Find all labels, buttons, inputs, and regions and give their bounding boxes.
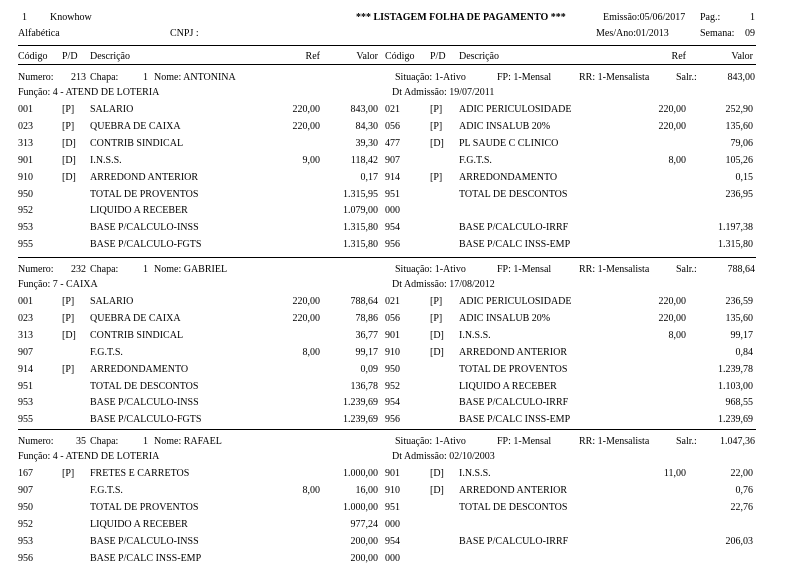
item-value: 1.197,38 — [718, 222, 753, 234]
item-type: [P] — [62, 312, 75, 324]
col-pd-left: P/D — [62, 51, 78, 62]
item-value: 99,17 — [730, 329, 753, 341]
item-description: ARREDOND ANTERIOR — [459, 484, 568, 496]
employee-number: 232 — [71, 264, 86, 275]
employee-name: Nome: RAFAEL — [154, 436, 222, 447]
salary-value: 843,00 — [727, 72, 755, 83]
item-value: 252,90 — [725, 104, 753, 115]
item-code: 956 — [385, 239, 400, 251]
item-type: [P] — [62, 468, 75, 479]
item-code: 907 — [385, 154, 400, 166]
item-ref: 220,00 — [292, 296, 320, 307]
item-ref: 220,00 — [292, 104, 320, 115]
item-code: 167 — [18, 468, 33, 479]
item-description: ARREDONDAMENTO — [459, 171, 558, 183]
item-ref: 220,00 — [658, 104, 686, 115]
employee-status: Situação: 1-Ativo — [395, 264, 466, 275]
col-descricao-left: Descrição — [90, 51, 130, 62]
employee-status: Situação: 1-Ativo — [395, 436, 466, 447]
payment-form: FP: 1-Mensal — [497, 264, 552, 275]
item-type: [P] — [62, 104, 75, 115]
item-value: 135,60 — [725, 312, 753, 324]
item-code: 313 — [18, 137, 33, 149]
report-title: *** LISTAGEM FOLHA DE PAGAMENTO *** — [356, 12, 566, 23]
item-value: 79,06 — [730, 137, 753, 149]
item-code: 001 — [18, 296, 33, 307]
item-type: [D] — [62, 154, 76, 166]
item-code: 956 — [18, 552, 33, 564]
col-codigo-right: Código — [385, 51, 415, 62]
item-description: ADIC PERICULOSIDADE — [459, 104, 572, 115]
col-valor-left: Valor — [356, 51, 378, 62]
item-description: I.N.S.S. — [459, 329, 491, 341]
item-code: 907 — [18, 346, 33, 358]
item-code: 901 — [18, 154, 33, 166]
report-page-label: 1 — [22, 12, 27, 23]
sort-order: Alfabética — [18, 28, 60, 39]
item-code: 914 — [385, 171, 400, 183]
employee-number-label: Numero: — [18, 72, 54, 83]
item-code: 056 — [385, 120, 400, 132]
item-description: TOTAL DE PROVENTOS — [90, 188, 199, 200]
item-value: 788,64 — [350, 296, 378, 307]
item-ref: 8,00 — [302, 484, 320, 496]
week-number: 09 — [745, 28, 755, 39]
employee-status: Situação: 1-Ativo — [395, 72, 466, 83]
divider — [18, 45, 756, 46]
item-type: [P] — [430, 171, 443, 183]
item-type: [P] — [62, 363, 75, 375]
item-description: TOTAL DE DESCONTOS — [459, 188, 568, 200]
item-type: [D] — [62, 171, 76, 183]
item-code: 955 — [18, 414, 33, 426]
page-label: Pag.: — [700, 12, 721, 23]
item-description: QUEBRA DE CAIXA — [90, 120, 181, 132]
item-value: 105,26 — [725, 154, 753, 166]
item-ref: 220,00 — [292, 312, 320, 324]
item-description: BASE P/CALCULO-FGTS — [90, 414, 202, 426]
item-value: 200,00 — [350, 552, 378, 564]
employee-number-label: Numero: — [18, 436, 54, 447]
item-code: 056 — [385, 312, 400, 324]
item-value: 1.315,95 — [343, 188, 378, 200]
item-type: [D] — [430, 137, 444, 149]
col-valor-right: Valor — [731, 51, 753, 62]
item-code: 952 — [18, 518, 33, 530]
divider — [18, 64, 756, 65]
item-code: 023 — [18, 120, 33, 132]
payment-form: FP: 1-Mensal — [497, 436, 552, 447]
regime: RR: 1-Mensalista — [579, 72, 650, 83]
item-type: [D] — [430, 484, 444, 496]
item-value: 1.239,69 — [343, 397, 378, 409]
item-value: 200,00 — [350, 535, 378, 547]
item-description: CONTRIB SINDICAL — [90, 329, 184, 341]
item-type: [P] — [430, 312, 443, 324]
item-type: [D] — [430, 329, 444, 341]
item-value: 1.079,00 — [343, 205, 378, 217]
employee-number: 35 — [76, 436, 86, 447]
chapa-label: Chapa: — [90, 264, 119, 275]
item-value: 84,30 — [355, 120, 378, 132]
salary-label: Salr.: — [676, 264, 697, 275]
item-code: 001 — [18, 104, 33, 115]
item-value: 22,00 — [730, 468, 753, 479]
week-label: Semana: — [700, 28, 735, 39]
item-code: 021 — [385, 296, 400, 307]
item-description: BASE P/CALC INSS-EMP — [459, 239, 571, 251]
item-description: ARREDOND ANTERIOR — [459, 346, 568, 358]
item-description: I.N.S.S. — [90, 154, 122, 166]
item-description: I.N.S.S. — [459, 468, 491, 479]
item-value: 1.000,00 — [343, 468, 378, 479]
item-value: 0,15 — [735, 171, 753, 183]
item-code: 951 — [385, 188, 400, 200]
item-value: 0,84 — [735, 346, 753, 358]
item-description: BASE P/CALCULO-IRRF — [459, 222, 569, 234]
col-descricao-right: Descrição — [459, 51, 499, 62]
col-ref-left: Ref — [305, 51, 320, 62]
item-code: 952 — [385, 380, 400, 392]
item-description: ARREDONDAMENTO — [90, 363, 189, 375]
item-code: 000 — [385, 518, 400, 530]
item-value: 0,76 — [735, 484, 753, 496]
item-code: 953 — [18, 397, 33, 409]
item-value: 977,24 — [350, 518, 378, 530]
item-description: F.G.T.S. — [459, 154, 492, 166]
item-code: 950 — [18, 188, 33, 200]
payment-form: FP: 1-Mensal — [497, 72, 552, 83]
item-value: 0,17 — [360, 171, 378, 183]
item-type: [D] — [430, 468, 444, 479]
item-description: ADIC PERICULOSIDADE — [459, 296, 572, 307]
item-description: BASE P/CALCULO-INSS — [90, 397, 199, 409]
item-code: 954 — [385, 222, 400, 234]
col-ref-right: Ref — [671, 51, 686, 62]
item-code: 951 — [385, 501, 400, 513]
item-ref: 8,00 — [302, 346, 320, 358]
employee-number-label: Numero: — [18, 264, 54, 275]
item-code: 023 — [18, 312, 33, 324]
item-value: 843,00 — [350, 104, 378, 115]
item-description: TOTAL DE PROVENTOS — [459, 363, 568, 375]
item-value: 136,78 — [350, 380, 378, 392]
col-pd-right: P/D — [430, 51, 446, 62]
item-value: 135,60 — [725, 120, 753, 132]
item-ref: 220,00 — [292, 120, 320, 132]
item-type: [P] — [62, 120, 75, 132]
item-description: LIQUIDO A RECEBER — [459, 380, 557, 392]
item-description: BASE P/CALC INSS-EMP — [459, 414, 571, 426]
chapa-value: 1 — [143, 72, 148, 83]
item-ref: 9,00 — [302, 154, 320, 166]
item-code: 910 — [385, 346, 400, 358]
item-value: 1.000,00 — [343, 501, 378, 513]
item-description: BASE P/CALCULO-IRRF — [459, 535, 569, 547]
item-value: 99,17 — [355, 346, 378, 358]
item-ref: 8,00 — [668, 154, 686, 166]
employee-name: Nome: GABRIEL — [154, 264, 228, 275]
month-year: Mes/Ano:01/2013 — [596, 28, 669, 39]
item-description: ARREDOND ANTERIOR — [90, 171, 199, 183]
item-value: 39,30 — [355, 137, 378, 149]
item-value: 968,55 — [725, 397, 753, 409]
chapa-label: Chapa: — [90, 72, 119, 83]
item-code: 954 — [385, 535, 400, 547]
item-type: [P] — [430, 120, 443, 132]
item-code: 910 — [18, 171, 33, 183]
item-value: 1.315,80 — [343, 239, 378, 251]
cnpj-label: CNPJ : — [170, 28, 199, 39]
item-type: [P] — [430, 104, 443, 115]
item-value: 0,09 — [360, 363, 378, 375]
item-description: BASE P/CALCULO-INSS — [90, 222, 199, 234]
item-description: ADIC INSALUB 20% — [459, 312, 551, 324]
item-ref: 220,00 — [658, 312, 686, 324]
item-value: 22,76 — [730, 501, 753, 513]
item-ref: 220,00 — [658, 296, 686, 307]
item-code: 951 — [18, 380, 33, 392]
item-code: 954 — [385, 397, 400, 409]
item-value: 78,86 — [355, 312, 378, 324]
employee-function: Função: 4 - ATEND DE LOTERIA — [18, 451, 160, 462]
item-code: 955 — [18, 239, 33, 251]
item-code: 952 — [18, 205, 33, 217]
item-description: SALARIO — [90, 104, 134, 115]
item-value: 118,42 — [350, 154, 378, 166]
item-code: 953 — [18, 535, 33, 547]
emission-date: Emissão:05/06/2017 — [603, 12, 686, 23]
chapa-value: 1 — [143, 264, 148, 275]
item-code: 914 — [18, 363, 33, 375]
item-value: 1.315,80 — [343, 222, 378, 234]
item-code: 021 — [385, 104, 400, 115]
item-ref: 8,00 — [668, 329, 686, 341]
page-number: 1 — [750, 12, 755, 23]
company-name: Knowhow — [50, 12, 92, 23]
item-code: 907 — [18, 484, 33, 496]
item-value: 236,59 — [725, 296, 753, 307]
item-description: BASE P/CALC INSS-EMP — [90, 552, 202, 564]
item-code: 956 — [385, 414, 400, 426]
salary-value: 788,64 — [727, 264, 755, 275]
item-code: 901 — [385, 468, 400, 479]
employee-name: Nome: ANTONINA — [154, 72, 236, 83]
employee-divider — [18, 257, 756, 258]
item-description: F.G.T.S. — [90, 346, 123, 358]
employee-number: 213 — [71, 72, 86, 83]
item-type: [D] — [62, 137, 76, 149]
item-description: F.G.T.S. — [90, 484, 123, 496]
item-value: 36,77 — [355, 329, 378, 341]
item-type: [D] — [430, 346, 444, 358]
item-value: 1.239,69 — [718, 414, 753, 426]
item-description: TOTAL DE DESCONTOS — [459, 501, 568, 513]
employee-function: Função: 4 - ATEND DE LOTERIA — [18, 87, 160, 98]
item-code: 910 — [385, 484, 400, 496]
item-code: 901 — [385, 329, 400, 341]
item-value: 236,95 — [725, 188, 753, 200]
item-code: 950 — [385, 363, 400, 375]
item-ref: 220,00 — [658, 120, 686, 132]
item-code: 950 — [18, 501, 33, 513]
employee-function: Função: 7 - CAIXA — [18, 279, 98, 290]
item-description: FRETES E CARRETOS — [90, 468, 190, 479]
item-code: 000 — [385, 205, 400, 217]
item-code: 953 — [18, 222, 33, 234]
employee-divider — [18, 429, 756, 430]
item-value: 1.239,69 — [343, 414, 378, 426]
item-ref: 11,00 — [663, 468, 686, 479]
admission-date: Dt Admissão: 02/10/2003 — [392, 451, 495, 462]
salary-label: Salr.: — [676, 436, 697, 447]
item-code: 000 — [385, 552, 400, 564]
item-description: BASE P/CALCULO-IRRF — [459, 397, 569, 409]
item-description: TOTAL DE DESCONTOS — [90, 380, 199, 392]
item-description: LIQUIDO A RECEBER — [90, 518, 188, 530]
col-codigo-left: Código — [18, 51, 48, 62]
item-type: [P] — [430, 296, 443, 307]
admission-date: Dt Admissão: 17/08/2012 — [392, 279, 495, 290]
item-description: LIQUIDO A RECEBER — [90, 205, 188, 217]
admission-date: Dt Admissão: 19/07/2011 — [392, 87, 495, 98]
item-description: SALARIO — [90, 296, 134, 307]
chapa-label: Chapa: — [90, 436, 119, 447]
regime: RR: 1-Mensalista — [579, 264, 650, 275]
item-code: 313 — [18, 329, 33, 341]
item-value: 206,03 — [725, 535, 753, 547]
salary-label: Salr.: — [676, 72, 697, 83]
regime: RR: 1-Mensalista — [579, 436, 650, 447]
item-description: BASE P/CALCULO-INSS — [90, 535, 199, 547]
item-description: TOTAL DE PROVENTOS — [90, 501, 199, 513]
item-code: 477 — [385, 137, 400, 149]
item-value: 1.103,00 — [718, 380, 753, 392]
item-description: ADIC INSALUB 20% — [459, 120, 551, 132]
item-description: PL SAUDE C CLINICO — [459, 137, 559, 149]
salary-value: 1.047,36 — [720, 436, 755, 447]
item-value: 1.315,80 — [718, 239, 753, 251]
chapa-value: 1 — [143, 436, 148, 447]
item-type: [D] — [62, 329, 76, 341]
item-value: 1.239,78 — [718, 363, 753, 375]
item-description: BASE P/CALCULO-FGTS — [90, 239, 202, 251]
item-value: 16,00 — [355, 484, 378, 496]
item-description: CONTRIB SINDICAL — [90, 137, 184, 149]
item-description: QUEBRA DE CAIXA — [90, 312, 181, 324]
item-type: [P] — [62, 296, 75, 307]
